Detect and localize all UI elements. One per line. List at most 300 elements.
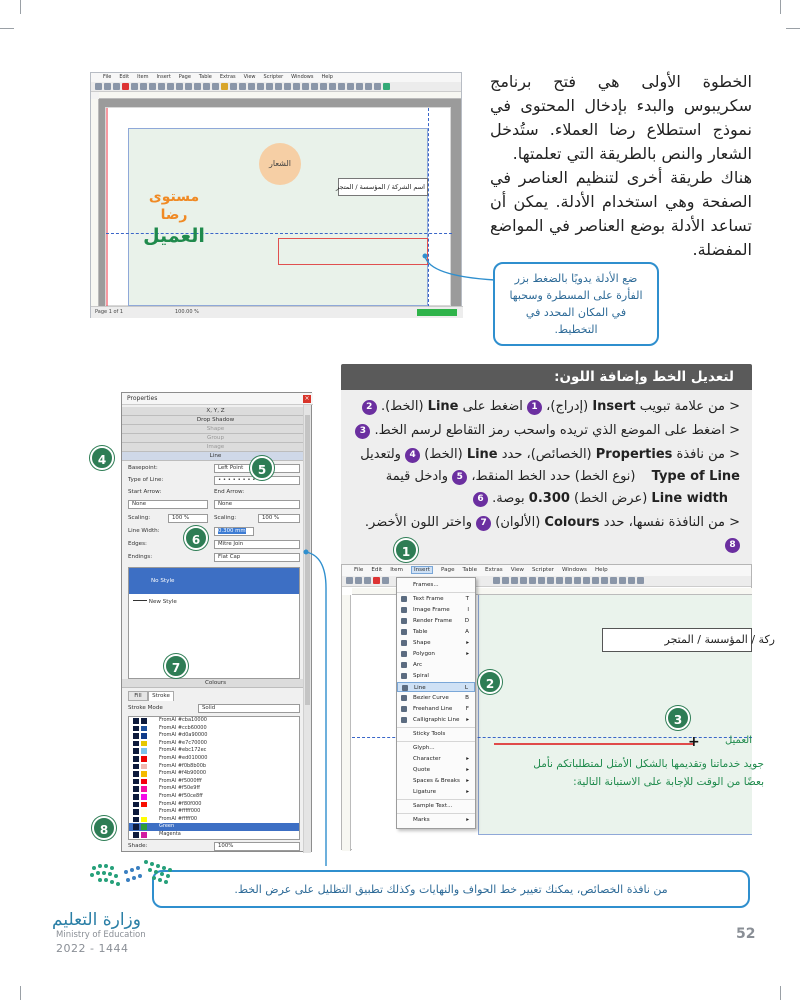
insert-menu-item[interactable] bbox=[397, 743, 475, 753]
bezier-icon[interactable] bbox=[574, 577, 581, 584]
body-line-1: جويد خدماتنا وتقديمها بالشكل الأمثل لمتطلباتكم نأمل bbox=[533, 758, 764, 770]
menu-item-label: Ligature bbox=[413, 789, 437, 795]
colour-swatch bbox=[141, 817, 147, 823]
intro-paragraph-2: هناك طريقة أخرى لتنظيم العناصر في الصفحة وهي استخدام الأدلة. يمكن أن تساعد الأدلة بوضع العناصر في المواضع المفضلة. bbox=[490, 168, 752, 259]
line-icon[interactable] bbox=[565, 577, 572, 584]
stroke-mode-select[interactable]: Solid bbox=[198, 704, 300, 713]
menu-help[interactable]: Help bbox=[321, 74, 333, 80]
customer-label: العميل bbox=[724, 735, 752, 746]
table-icon[interactable] bbox=[230, 83, 237, 90]
insert-menu-item[interactable] bbox=[397, 627, 475, 637]
step-item: < من علامة تبويب Insert (إدراج)، 1 اضغط على Line (الخط). 2 bbox=[351, 396, 740, 418]
status-bar bbox=[91, 306, 463, 318]
print-icon[interactable] bbox=[382, 577, 389, 584]
type-of-line-label: Type of Line: bbox=[128, 477, 164, 483]
step-badge-1: 1 bbox=[394, 538, 418, 562]
colour-list-item[interactable] bbox=[129, 740, 299, 748]
copy-properties-icon[interactable] bbox=[347, 83, 354, 90]
stroke-tab[interactable]: Stroke bbox=[148, 691, 174, 701]
zoom-icon[interactable] bbox=[302, 83, 309, 90]
menu-item-shortcut: F bbox=[465, 706, 469, 712]
menu-page[interactable]: Page bbox=[178, 74, 191, 80]
colour-swatch bbox=[133, 756, 139, 762]
menu-item-icon bbox=[401, 695, 407, 701]
crop-mark bbox=[780, 0, 781, 14]
colour-name: FromAI #ebc172ec bbox=[159, 747, 207, 754]
menu-item-label: Arc bbox=[413, 662, 423, 668]
guides-tip-callout: ضع الأدلة يدويًا بالضغط بزر الفأرة على المسطرة وسحبها في المكان المحدد في التخطيط. bbox=[493, 262, 659, 346]
colour-name: FromAI #f4b90000 bbox=[159, 770, 207, 777]
menu-item-icon bbox=[401, 629, 407, 635]
edit-contents-icon[interactable] bbox=[610, 577, 617, 584]
canvas-area bbox=[99, 99, 461, 306]
survey-title-line2: العميل bbox=[143, 225, 205, 247]
menu-item-label: Character bbox=[413, 756, 441, 762]
section-xyz[interactable]: X, Y, Z bbox=[122, 407, 303, 416]
redo-icon[interactable] bbox=[158, 83, 165, 90]
menu-table[interactable]: Table bbox=[198, 74, 212, 80]
image-frame-icon[interactable] bbox=[511, 577, 518, 584]
menu-item-icon bbox=[402, 685, 408, 691]
pdf-text-field-icon[interactable] bbox=[374, 83, 381, 90]
menu-edit[interactable]: Edit bbox=[119, 74, 130, 80]
menu-insert[interactable]: Insert bbox=[411, 566, 433, 574]
menu-separator bbox=[397, 727, 475, 728]
image-frame-icon[interactable] bbox=[212, 83, 219, 90]
menu-separator bbox=[397, 813, 475, 814]
menu-bar bbox=[342, 565, 751, 576]
step-badge-5: 5 bbox=[250, 456, 274, 480]
crop-mark bbox=[0, 28, 14, 29]
menu-item-shortcut: ▸ bbox=[466, 717, 469, 723]
menu-item-label: Bezier Curve bbox=[413, 695, 449, 701]
shade-label: Shade: bbox=[128, 843, 148, 849]
menu-item-label: Table bbox=[413, 629, 428, 635]
title-text-frame[interactable] bbox=[136, 188, 212, 247]
step-number: 1 bbox=[527, 400, 542, 415]
copy-icon[interactable] bbox=[176, 83, 183, 90]
properties-window bbox=[121, 392, 312, 852]
cut-icon[interactable] bbox=[167, 83, 174, 90]
menu-item-shortcut: L bbox=[464, 685, 468, 691]
step-number: 7 bbox=[476, 516, 491, 531]
colour-swatch bbox=[141, 786, 147, 792]
menu-item-shortcut: ▸ bbox=[466, 756, 469, 762]
menu-windows[interactable]: Windows bbox=[291, 74, 314, 80]
page-indicator: Page 1 of 1 bbox=[95, 309, 124, 315]
ministry-name-ar: وزارة التعليم bbox=[52, 910, 141, 930]
polygon-icon[interactable] bbox=[248, 83, 255, 90]
menu-table[interactable]: Table bbox=[462, 567, 478, 573]
step-number: 6 bbox=[473, 492, 488, 507]
colour-swatch bbox=[133, 741, 139, 747]
line-width-label: Line Width: bbox=[128, 528, 160, 534]
edit-contents-icon[interactable] bbox=[311, 83, 318, 90]
link-frames-icon[interactable] bbox=[320, 83, 327, 90]
section-drop-shadow[interactable]: Drop Shadow bbox=[122, 416, 303, 425]
colour-swatch bbox=[141, 809, 147, 815]
crop-mark bbox=[786, 28, 800, 29]
menu-item-icon bbox=[401, 717, 407, 723]
body-line-2: بعضًا من الوقت للإجابة على الاستبانة التالية: bbox=[573, 776, 764, 788]
edges-select[interactable]: Mitre Join bbox=[214, 540, 300, 549]
insert-menu-item[interactable] bbox=[397, 693, 475, 703]
colour-name: FromAI #ccb60000 bbox=[159, 724, 207, 731]
eyedropper-icon[interactable] bbox=[356, 83, 363, 90]
menu-edit[interactable]: Edit bbox=[371, 567, 383, 573]
select-icon[interactable] bbox=[493, 577, 500, 584]
colour-list-item[interactable] bbox=[129, 823, 299, 831]
menu-item-shortcut: I bbox=[467, 607, 469, 613]
colour-list-item[interactable] bbox=[129, 808, 299, 816]
save-icon[interactable] bbox=[113, 83, 120, 90]
logo-label: الشعار bbox=[269, 159, 291, 168]
insert-menu-item[interactable] bbox=[397, 605, 475, 615]
colour-name: Green bbox=[159, 823, 175, 830]
menu-help[interactable]: Help bbox=[594, 567, 608, 573]
scaling-label: Scaling: bbox=[128, 515, 151, 521]
insert-dropdown-menu bbox=[396, 577, 476, 829]
unlink-frames-icon[interactable] bbox=[628, 577, 635, 584]
colour-name: FromAI #f50e9ff bbox=[159, 785, 200, 792]
menu-separator bbox=[397, 592, 475, 593]
basepoint-label: Basepoint: bbox=[128, 465, 158, 471]
text-frame-icon[interactable] bbox=[502, 577, 509, 584]
menu-item-label: Image Frame bbox=[413, 607, 450, 613]
colour-list-item[interactable] bbox=[129, 778, 299, 786]
menu-item-label: Freehand Line bbox=[413, 706, 453, 712]
colour-list-item[interactable] bbox=[129, 785, 299, 793]
insert-menu-item[interactable] bbox=[397, 801, 475, 811]
basepoint-select[interactable]: Left Point bbox=[214, 464, 300, 473]
end-scaling-label: Scaling: bbox=[214, 515, 237, 521]
insert-menu-item[interactable] bbox=[397, 649, 475, 659]
colour-swatch bbox=[141, 824, 147, 830]
colour-list-item[interactable] bbox=[129, 717, 299, 725]
menu-item-shortcut: A bbox=[465, 629, 469, 635]
crop-mark bbox=[20, 0, 21, 14]
properties-tip-callout: من نافذة الخصائص، يمكنك تغيير خط الحواف والنهايات وكذلك تطبيق التظليل على عرض الخط. bbox=[152, 870, 750, 908]
step-badge-8: 8 bbox=[92, 816, 116, 840]
menu-view[interactable]: View bbox=[510, 567, 524, 573]
colour-swatch bbox=[141, 726, 147, 732]
step-number: 5 bbox=[452, 470, 467, 485]
colour-list-item[interactable] bbox=[129, 816, 299, 824]
toolbar bbox=[91, 82, 461, 92]
rotate-icon[interactable] bbox=[592, 577, 599, 584]
menu-item-shortcut: T bbox=[465, 596, 469, 602]
type-of-line-select[interactable]: • • • • • • • • bbox=[214, 476, 300, 485]
line-icon[interactable] bbox=[266, 83, 273, 90]
open-icon[interactable] bbox=[355, 577, 362, 584]
close-icon[interactable]: × bbox=[304, 395, 310, 402]
colour-name: FromAI #ed010000 bbox=[159, 754, 208, 761]
menu-scripter[interactable]: Scripter bbox=[263, 74, 284, 80]
drawn-line[interactable] bbox=[494, 743, 694, 745]
colour-list-item[interactable] bbox=[129, 755, 299, 763]
colour-swatch bbox=[133, 748, 139, 754]
company-label: اسم الشركة / المؤسسة / المتجر bbox=[336, 183, 425, 191]
menu-item-label: Sticky Tools bbox=[413, 731, 446, 737]
vertical-ruler[interactable] bbox=[91, 99, 99, 306]
insert-menu-item[interactable] bbox=[397, 776, 475, 786]
colour-swatch bbox=[133, 726, 139, 732]
step-item: < من نافذة Properties (الخصائص)، حدد Line (الخط) 4 ولتعديل Type of Line (نوع الخط) حدد الخط المنقط، 5 وادخل قيمة Line width (عرض الخط) 0.300 بوصة. 6 bbox=[360, 447, 740, 506]
line-style-selected[interactable] bbox=[129, 568, 299, 594]
steps-header: لتعديل الخط وإضافة اللون: bbox=[341, 364, 752, 390]
pdf-push-button-icon[interactable] bbox=[365, 83, 372, 90]
start-arrow-label: Start Arrow: bbox=[128, 489, 162, 495]
edges-label: Edges: bbox=[128, 541, 147, 547]
colour-name: FromAI #f80f000 bbox=[159, 800, 202, 807]
colour-list[interactable] bbox=[128, 716, 300, 840]
menu-item-icon bbox=[401, 618, 407, 624]
menu-item-icon bbox=[401, 640, 407, 646]
measure-icon[interactable] bbox=[338, 83, 345, 90]
zoom-icon[interactable] bbox=[601, 577, 608, 584]
menu-item-icon bbox=[401, 607, 407, 613]
colour-list-item[interactable] bbox=[129, 793, 299, 801]
menu-separator bbox=[397, 799, 475, 800]
close-icon[interactable] bbox=[373, 577, 380, 584]
freehand-icon[interactable] bbox=[583, 577, 590, 584]
render-frame-icon[interactable] bbox=[221, 83, 228, 90]
colour-list-item[interactable] bbox=[129, 770, 299, 778]
status-green-indicator bbox=[417, 309, 457, 316]
menu-item-label: Render Frame bbox=[413, 618, 453, 624]
line-width-value: 0.300 mm bbox=[218, 528, 246, 534]
insert-menu-item[interactable] bbox=[397, 660, 475, 670]
steps-box bbox=[341, 364, 752, 566]
menu-item-shortcut: ▸ bbox=[466, 817, 469, 823]
insert-menu-item[interactable] bbox=[397, 682, 475, 692]
step-badge-7: 7 bbox=[164, 654, 188, 678]
colour-name: FromAI #f5000fff bbox=[159, 777, 202, 784]
company-text-frame[interactable] bbox=[602, 628, 775, 652]
pdf-icon[interactable] bbox=[140, 83, 147, 90]
colour-swatch bbox=[133, 832, 139, 838]
menu-item-shortcut: B bbox=[465, 695, 469, 701]
end-scaling-input[interactable]: 100 % bbox=[258, 514, 300, 523]
step-badge-2: 2 bbox=[478, 670, 502, 694]
colour-list-item[interactable] bbox=[129, 732, 299, 740]
colour-name: FromAI #fffff000 bbox=[159, 808, 201, 815]
insert-menu-item[interactable] bbox=[397, 671, 475, 681]
insert-menu-item[interactable] bbox=[397, 704, 475, 714]
menu-item-icon bbox=[401, 596, 407, 602]
body-text-frame[interactable] bbox=[478, 755, 764, 801]
menu-file[interactable]: File bbox=[354, 567, 364, 573]
line-width-input[interactable] bbox=[214, 527, 254, 536]
table-icon[interactable] bbox=[529, 577, 536, 584]
colour-swatch bbox=[133, 718, 139, 724]
insert-menu-item[interactable] bbox=[397, 729, 475, 739]
horizontal-ruler[interactable] bbox=[99, 92, 461, 99]
colour-swatch bbox=[133, 802, 139, 808]
company-text-frame[interactable] bbox=[338, 178, 428, 196]
section-colours[interactable]: Colours bbox=[122, 679, 303, 688]
close-icon[interactable] bbox=[122, 83, 129, 90]
colour-swatch bbox=[141, 771, 147, 777]
section-line[interactable]: Line bbox=[122, 452, 303, 461]
ministry-logo-icon bbox=[86, 858, 186, 908]
colour-swatch bbox=[141, 802, 147, 808]
menu-file[interactable]: File bbox=[103, 74, 112, 80]
menu-item-icon bbox=[401, 673, 407, 679]
menu-item-shortcut: ▸ bbox=[466, 651, 469, 657]
print-icon[interactable] bbox=[131, 83, 138, 90]
step-number: 2 bbox=[362, 400, 377, 415]
new-icon[interactable] bbox=[95, 83, 102, 90]
menu-item-icon bbox=[401, 651, 407, 657]
menu-item-icon bbox=[401, 706, 407, 712]
endings-select[interactable]: Flat Cap bbox=[214, 553, 300, 562]
step-badge-6: 6 bbox=[184, 526, 208, 550]
new-icon[interactable] bbox=[346, 577, 353, 584]
section-image[interactable]: Image bbox=[122, 443, 303, 452]
unlink-frames-icon[interactable] bbox=[329, 83, 336, 90]
company-label: ركة / المؤسسة / المتجر bbox=[664, 633, 775, 646]
paste-icon[interactable] bbox=[185, 83, 192, 90]
shape-icon[interactable] bbox=[239, 83, 246, 90]
colour-swatch bbox=[133, 809, 139, 815]
colour-name: FromAI #cba10000 bbox=[159, 717, 207, 723]
menu-extras[interactable]: Extras bbox=[485, 567, 503, 573]
section-group[interactable]: Group bbox=[122, 434, 303, 443]
menu-item[interactable]: Item bbox=[390, 567, 403, 573]
insert-menu-item[interactable] bbox=[397, 616, 475, 626]
colour-swatch bbox=[133, 779, 139, 785]
colour-name: FromAI #f0b8b00b bbox=[159, 762, 207, 769]
menu-windows[interactable]: Windows bbox=[561, 567, 587, 573]
select-icon[interactable] bbox=[194, 83, 201, 90]
bezier-icon[interactable] bbox=[275, 83, 282, 90]
menu-item-shortcut: ▸ bbox=[466, 767, 469, 773]
colour-list-item[interactable] bbox=[129, 763, 299, 771]
menu-bar bbox=[91, 73, 461, 82]
step-item: < من النافذة نفسها، حدد Colours (الألوان) 7 واختر اللون الأخضر. 8 bbox=[351, 512, 740, 556]
ministry-name-en: Ministry of Education bbox=[56, 930, 146, 940]
colour-swatch bbox=[133, 764, 139, 770]
line-style-item[interactable] bbox=[129, 594, 299, 610]
menu-separator bbox=[397, 741, 475, 742]
colour-list-item[interactable] bbox=[129, 725, 299, 733]
menu-item-label: Marks bbox=[413, 817, 430, 823]
menu-item-label: Text Frame bbox=[413, 596, 444, 602]
menu-item-label: Frames... bbox=[413, 582, 439, 588]
colour-swatch bbox=[133, 824, 139, 830]
menu-extras[interactable]: Extras bbox=[219, 74, 236, 80]
step-number: 8 bbox=[725, 538, 740, 553]
colour-list-item[interactable] bbox=[129, 801, 299, 809]
menu-item-label: Quote bbox=[413, 767, 431, 773]
shade-input[interactable]: 100% bbox=[214, 842, 300, 851]
insert-menu-item[interactable] bbox=[397, 594, 475, 604]
colour-list-item[interactable] bbox=[129, 747, 299, 755]
document-page[interactable] bbox=[105, 107, 451, 306]
connector-line-properties bbox=[300, 548, 340, 878]
colour-name: FromAI #fffff00 bbox=[159, 815, 198, 822]
step-number: 4 bbox=[405, 448, 420, 463]
section-shape[interactable]: Shape bbox=[122, 425, 303, 434]
menu-item-label: Line bbox=[414, 685, 426, 691]
menu-scripter[interactable]: Scripter bbox=[531, 567, 554, 573]
zoom-level[interactable]: 100.00 % bbox=[175, 309, 199, 315]
insert-menu-item[interactable] bbox=[397, 638, 475, 648]
menu-page[interactable]: Page bbox=[441, 567, 455, 573]
insert-menu-item[interactable] bbox=[397, 580, 475, 590]
line-style-label: New Style bbox=[148, 599, 177, 605]
menu-item-shortcut: D bbox=[464, 618, 469, 624]
arc-icon[interactable] bbox=[257, 83, 264, 90]
start-scaling-input[interactable]: 100 % bbox=[168, 514, 208, 523]
properties-title-bar bbox=[122, 393, 313, 405]
colour-swatch bbox=[141, 748, 147, 754]
colour-swatch bbox=[133, 794, 139, 800]
insert-menu-item[interactable] bbox=[397, 787, 475, 797]
preflight-icon[interactable] bbox=[383, 83, 390, 90]
colour-name: FromAI #e7c70000 bbox=[159, 739, 207, 746]
properties-title: Properties bbox=[127, 395, 158, 402]
end-arrow-select[interactable]: None bbox=[214, 500, 300, 509]
vertical-ruler[interactable] bbox=[342, 595, 351, 851]
measure-icon[interactable] bbox=[637, 577, 644, 584]
insert-menu-item[interactable] bbox=[397, 815, 475, 825]
colour-list-item[interactable] bbox=[129, 831, 299, 839]
colour-swatch bbox=[141, 756, 147, 762]
text-frame-icon[interactable] bbox=[203, 83, 210, 90]
polygon-icon[interactable] bbox=[547, 577, 554, 584]
survey-title-line1: مستوى رضا bbox=[148, 189, 200, 223]
menu-item[interactable]: Item bbox=[137, 74, 149, 80]
crop-mark bbox=[20, 986, 21, 1000]
menu-item-shortcut: ▸ bbox=[466, 789, 469, 795]
rotate-icon[interactable] bbox=[293, 83, 300, 90]
colour-swatch bbox=[141, 794, 147, 800]
empty-red-frame[interactable] bbox=[278, 238, 428, 265]
open-icon[interactable] bbox=[104, 83, 111, 90]
colour-name: FromAI #f50ce8ff bbox=[159, 792, 203, 799]
undo-icon[interactable] bbox=[149, 83, 156, 90]
shape-icon[interactable] bbox=[538, 577, 545, 584]
start-arrow-select[interactable]: None bbox=[128, 500, 208, 509]
logo-circle[interactable] bbox=[259, 143, 301, 185]
colour-swatch bbox=[141, 733, 147, 739]
fill-tab[interactable]: Fill bbox=[128, 691, 148, 701]
step-item: < اضغط على الموضع الذي تريده واسحب رمز التقاطع لرسم الخط. 3 bbox=[351, 420, 740, 442]
colour-swatch bbox=[133, 733, 139, 739]
menu-insert[interactable]: Insert bbox=[156, 74, 171, 80]
line-style-list[interactable] bbox=[128, 567, 300, 679]
menu-view[interactable]: View bbox=[243, 74, 256, 80]
endings-label: Endings: bbox=[128, 554, 153, 560]
save-icon[interactable] bbox=[364, 577, 371, 584]
arc-icon[interactable] bbox=[556, 577, 563, 584]
link-frames-icon[interactable] bbox=[619, 577, 626, 584]
colour-name: FromAI #d0a90000 bbox=[159, 732, 208, 739]
insert-menu-item[interactable] bbox=[397, 765, 475, 775]
freehand-icon[interactable] bbox=[284, 83, 291, 90]
insert-menu-screenshot bbox=[341, 564, 775, 850]
insert-menu-item[interactable] bbox=[397, 715, 475, 725]
render-frame-icon[interactable] bbox=[520, 577, 527, 584]
colour-swatch bbox=[133, 817, 139, 823]
insert-menu-item[interactable] bbox=[397, 754, 475, 764]
menu-item-label: Spiral bbox=[413, 673, 429, 679]
year-label: 2022 - 1444 bbox=[56, 942, 129, 955]
colour-name: Magenta bbox=[159, 830, 181, 837]
end-arrow-label: End Arrow: bbox=[214, 489, 245, 495]
